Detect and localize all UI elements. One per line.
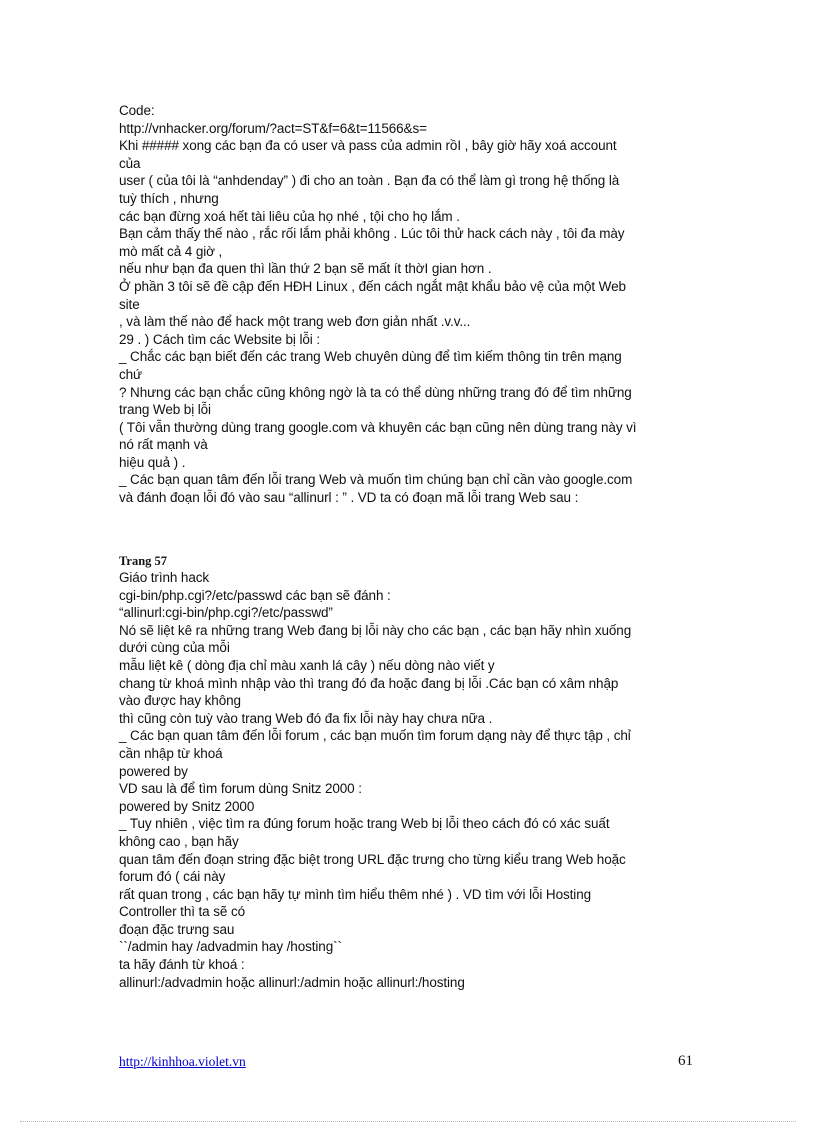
text-line: allinurl:/advadmin hoặc allinurl:/admin hoặc allinurl:/hosting [119,974,465,990]
text-line: 29 . ) Cách tìm các Website bị lỗi : [119,331,320,347]
text-line: đoạn đặc trưng sau [119,921,235,937]
text-line: _ Chắc các bạn biết đến các trang Web chuyên dùng để tìm kiếm thông tin trên mạng [119,349,622,365]
text-line: _ Các bạn quan tâm đến lỗi forum , các bạn muốn tìm forum dạng này để thực tập , chỉ [119,728,631,744]
text-line: , và làm thế nào để hack một trang web đơn giản nhất .v.v... [119,314,471,330]
text-line: Bạn cảm thấy thế nào , rắc rối lắm phải không . Lúc tôi thử hack cách này , tôi đa mày [119,226,625,242]
text-line: cgi-bin/php.cgi?/etc/passwd các bạn sẽ đánh : [119,587,391,603]
text-line: mò mất cả 4 giờ , [119,243,223,259]
text-line: VD sau là để tìm forum dùng Snitz 2000 : [119,781,362,797]
text-line: _ Các bạn quan tâm đến lỗi trang Web và muốn tìm chúng bạn chỉ cần vào google.com [119,472,633,488]
page-bottom-divider [20,1121,796,1122]
text-line: quan tâm đến đoạn string đặc biệt trong URL đặc trưng cho từng kiểu trang Web hoặc [119,851,626,867]
text-line: ta hãy đánh từ khoá : [119,957,245,973]
text-line: _ Tuy nhiên , việc tìm ra đúng forum hoặc trang Web bị lỗi theo cách đó có xác suất [119,816,610,832]
text-line: dưới cùng của mỗi [119,640,230,656]
text-line: user ( của tôi là “anhdenday” ) đi cho an toàn . Bạn đa có thể làm gì trong hệ thống là [119,173,620,189]
text-line: của [119,155,141,171]
text-line: powered by Snitz 2000 [119,798,255,814]
text-line: Controller thì ta sẽ có [119,904,246,920]
text-line: tuỳ thích , nhưng [119,190,219,206]
text-line: “allinurl:cgi-bin/php.cgi?/etc/passwd” [119,605,333,621]
page-number: 61 [678,1053,693,1069]
text-line: nó rất mạnh và [119,437,208,453]
text-line: ``/admin hay /advadmin hay /hosting`` [119,939,342,955]
text-line: và đánh đoạn lỗi đó vào sau “allinurl : ” . VD ta có đoạn mã lỗi trang Web sau : [119,490,579,506]
footer-link[interactable]: http://kinhhoa.violet.vn [119,1054,246,1069]
page-heading: Trang 57 [119,554,168,568]
text-line: trang Web bị lỗi [119,402,211,418]
text-line: cần nhập từ khoá [119,745,223,761]
text-line: nếu như bạn đa quen thì lần thứ 2 bạn sẽ mất ít thờI gian hơn . [119,261,492,277]
text-line: Khi ##### xong các bạn đa có user và pass của admin rồI , bây giờ hãy xoá account [119,138,617,154]
text-line: thì cũng còn tuỳ vào trang Web đó đa fix lỗi này hay chưa nữa . [119,710,493,726]
text-line: Ở phần 3 tôi sẽ đề cập đến HĐH Linux , đến cách ngắt mật khẩu bảo vệ của một Web [119,278,626,294]
text-line: ( Tôi vẫn thường dùng trang google.com và khuyên các bạn cũng nên dùng trang này vì [119,419,637,435]
text-line: powered by [119,763,188,779]
text-line: ? Nhưng các bạn chắc cũng không ngờ là ta có thể dùng những trang đó để tìm những [119,384,632,400]
text-section-top [119,102,704,507]
text-section-bottom [119,569,704,991]
text-line: Code: [119,103,155,118]
text-line: hiệu quả ) . [119,454,186,470]
text-line: vào được hay không [119,693,241,709]
text-line: chang từ khoá mình nhập vào thì trang đó đa hoặc đang bị lỗi .Các bạn có xâm nhập [119,675,619,691]
text-line: http://vnhacker.org/forum/?act=ST&f=6&t=11566&s= [119,120,427,136]
text-line: site [119,296,140,312]
text-line: chứ [119,366,142,382]
text-line: các bạn đừng xoá hết tài liêu của họ nhé , tội cho họ lắm . [119,208,460,224]
text-line: forum đó ( cái này [119,869,226,885]
text-line: không cao , bạn hãy [119,833,239,849]
text-line: mẫu liệt kê ( dòng địa chỉ màu xanh lá cây ) nếu dòng nào viết y [119,657,495,673]
text-line: Giáo trình hack [119,570,210,585]
text-line: Nó sẽ liệt kê ra những trang Web đang bị lỗi này cho các bạn , các bạn hãy nhìn xuống [119,622,632,638]
text-line: rất quan trong , các bạn hãy tự mình tìm hiểu thêm nhé ) . VD tìm với lỗi Hosting [119,886,592,902]
